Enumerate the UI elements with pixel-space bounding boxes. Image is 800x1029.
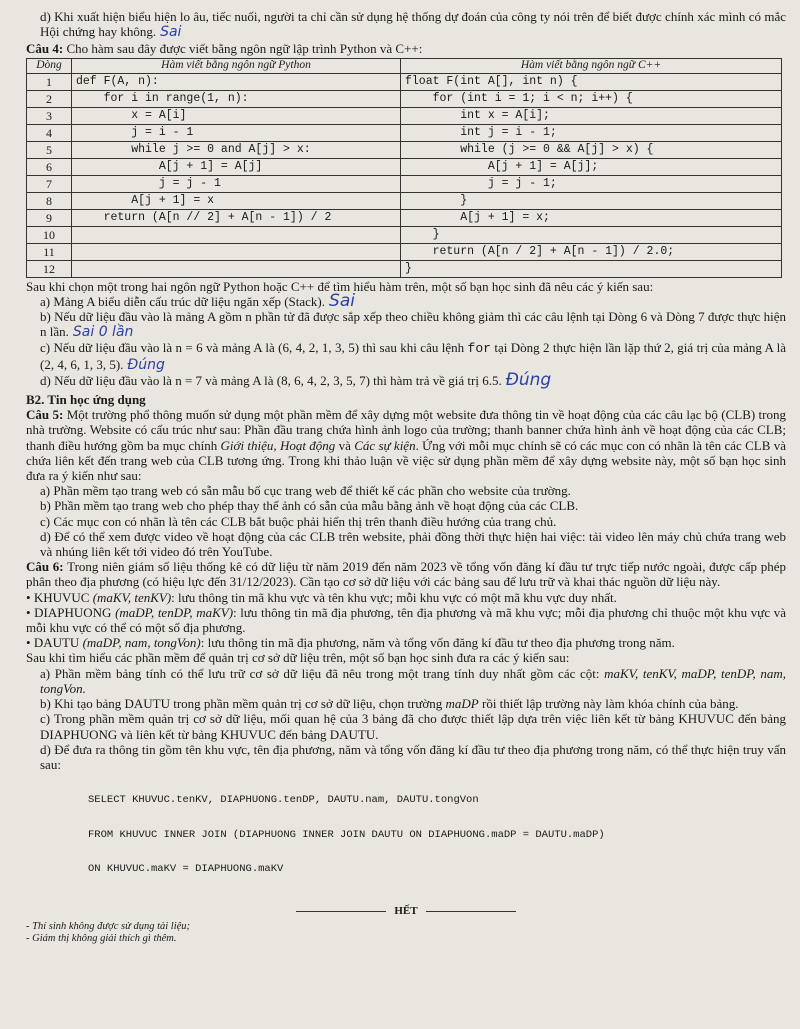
q6-option-a-text: a) Phần mềm bảng tính có thể lưu trữ cơ sở dữ liệu đã nêu trong một trang tính duy nhất gồm các cột: xyxy=(40,665,605,681)
python-code-line: x = A[i] xyxy=(72,107,401,124)
q5-option-a: a) Phần mềm tạo trang web có sẵn mẫu bố cục trang web để thiết kế các phần cho website của trường. xyxy=(40,483,571,499)
cpp-code-line: int x = A[i]; xyxy=(401,107,782,124)
q6-t2-desc: : lưu thông tin mã địa phương, tên địa phương và mã khu vực; mỗi địa phương chỉ thuộc một khu vực và mỗi khu vực có thể có một số địa phương. xyxy=(26,604,786,636)
code-table-header xyxy=(27,58,782,73)
q5-option-d: d) Để có thể xem được video về hoạt động của các CLB trên website, phải đồng thời thực hiện hai việc: tải video lên máy chủ chứa trang web và nhúng liên kết tới video đó trên YouTube. xyxy=(40,528,786,560)
code-table xyxy=(26,58,782,278)
code-row xyxy=(27,124,782,141)
code-line-number: 7 xyxy=(27,175,72,192)
sql-line-1: SELECT KHUVUC.tenKV, DIAPHUONG.tenDP, DAUTU.nam, DAUTU.tongVon xyxy=(88,794,479,807)
q6-text xyxy=(26,559,786,589)
q6-t1-desc: : lưu thông tin mã khu vực và tên khu vực; mỗi khu vực có một mã khu vực duy nhất. xyxy=(171,589,617,605)
q4-c-mark: Đúng xyxy=(127,356,165,373)
python-code-line: A[j + 1] = A[j] xyxy=(72,158,401,175)
code-row xyxy=(27,209,782,226)
python-code-line: j = i - 1 xyxy=(72,124,401,141)
q4-option-c-text2: tại Dòng 2 thực hiện lần lặp thứ 2, giá trị của mảng A là (2, 4, 6, 1, 3, 5). xyxy=(40,340,786,372)
cpp-code-line: } xyxy=(401,260,782,277)
cpp-code-line: float F(int A[], int n) { xyxy=(401,73,782,90)
code-row xyxy=(27,107,782,124)
end-divider-left xyxy=(296,911,386,912)
q6-table-diaphuong xyxy=(26,605,786,635)
code-line-number: 1 xyxy=(27,73,72,90)
q6-option-a xyxy=(26,666,786,696)
q6-option-b-text1: b) Khi tạo bảng DAUTU trong phần mềm quản trị cơ sở dữ liệu, chọn trường xyxy=(40,696,446,712)
section-b2-heading: B2. Tin học ứng dụng xyxy=(26,392,146,408)
code-row xyxy=(27,175,782,192)
q6-option-b-text2: rồi thiết lập trường này làm khóa chính của bảng. xyxy=(478,696,739,712)
cpp-code-line: A[j + 1] = A[j]; xyxy=(401,158,782,175)
q4-option-b xyxy=(26,309,786,340)
q4-d-mark: Đúng xyxy=(505,369,552,390)
q6-option-a-italic: maKV, tenKV, maDP, tenDP, nam, tongVon. xyxy=(40,665,787,696)
python-code-line: j = j - 1 xyxy=(72,175,401,192)
python-code-line: A[j + 1] = x xyxy=(72,192,401,209)
q5-text3: . Ứng với mỗi mục chính sẽ có các mục con có nhãn là tên các CLB và chứa liên kết đến trang web của CLB tương ứng. Trong khi thảo luận về việc sử dụng phần mềm để xây dựng website này, một số bạn học sinh đưa ra ý kiến như sau: xyxy=(26,437,786,484)
header-line: Dòng xyxy=(27,58,72,73)
code-line-number: 3 xyxy=(27,107,72,124)
q4-after: Sau khi chọn một trong hai ngôn ngữ Python hoặc C++ để tìm hiểu hàm trên, một số bạn học sinh đã nêu các ý kiến sau: xyxy=(26,278,654,294)
q4-option-d-text: d) Nếu dữ liệu đầu vào là n = 7 và mảng A là (8, 6, 4, 2, 3, 5, 7) thì hàm trả về giá trị 6.5. xyxy=(40,372,502,388)
q5-option-b: b) Phần mềm tạo trang web cho phép thay thế ảnh có sẵn của mẫu bằng ảnh về hoạt động của các CLB. xyxy=(40,498,579,514)
q4-option-d xyxy=(26,369,786,390)
q6-t1-fields: (maKV, tenKV) xyxy=(92,589,172,605)
code-line-number: 10 xyxy=(27,226,72,243)
q6-option-d: d) Để đưa ra thông tin gồm tên khu vực, tên địa phương, năm và tổng vốn đăng kí đầu tư theo địa phương trong năm, có thể thực hiện truy vấn sau: xyxy=(40,741,786,772)
q5-text2: và xyxy=(335,437,355,453)
q4-option-c xyxy=(26,340,786,372)
code-line-number: 11 xyxy=(27,243,72,260)
cpp-code-line: while (j >= 0 && A[j] > x) { xyxy=(401,141,782,158)
q6-option-c: c) Trong phần mềm quản trị cơ sở dữ liệu, mối quan hệ của 3 bảng đã cho được thiết lập dựa trên việc liên kết từ bảng KHUVUC đến bảng DIAPHUONG và liên kết từ bảng KHUVUC đến bảng DAUTU. xyxy=(40,711,786,742)
q6-option-b xyxy=(26,696,786,711)
python-code-line xyxy=(72,226,401,243)
code-row xyxy=(27,260,782,277)
python-code-line xyxy=(72,243,401,260)
q5-option-c: c) Các mục con có nhãn là tên các CLB bắt buộc phải hiển thị trên thanh điều hướng của trang chủ. xyxy=(40,513,557,529)
sql-line-2: FROM KHUVUC INNER JOIN (DIAPHUONG INNER JOIN DAUTU ON DIAPHUONG.maDP = DAUTU.maDP) xyxy=(88,828,605,841)
header-cpp: Hàm viết bằng ngôn ngữ C++ xyxy=(401,58,782,73)
end-text: HẾT xyxy=(394,904,418,917)
header-python: Hàm viết bằng ngôn ngữ Python xyxy=(72,58,401,73)
cpp-code-line: int j = i - 1; xyxy=(401,124,782,141)
q6-t3-fields: (maDP, nam, tongVon) xyxy=(82,635,201,651)
sql-query xyxy=(26,772,786,899)
q4-option-a-text: a) Mảng A biểu diễn cấu trúc dữ liệu ngăn xếp (Stack). xyxy=(40,293,326,309)
sql-line-3: ON KHUVUC.maKV = DIAPHUONG.maKV xyxy=(88,863,284,876)
code-row xyxy=(27,243,782,260)
q6-after: Sau khi tìm hiểu các phần mềm để quản trị cơ sở dữ liệu trên, một số bạn học sinh đưa ra các ý kiến sau: xyxy=(26,650,570,666)
q3d-paragraph xyxy=(26,0,786,40)
cpp-code-line: A[j + 1] = x; xyxy=(401,209,782,226)
python-code-line: for i in range(1, n): xyxy=(72,90,401,107)
q3d-handwritten-mark: Sai xyxy=(160,24,182,41)
q4-option-a xyxy=(26,290,786,311)
q5-text xyxy=(26,407,786,483)
code-line-number: 4 xyxy=(27,124,72,141)
q5-text1: Một trường phổ thông muốn sử dụng một phần mềm để xây dựng một website đưa thông tin về hoạt động của các câu lạc bộ (CLB) trong nhà trường. Website có cấu trúc như sau: Phần đầu trang chứa hình ảnh logo của trường; thanh banner chứa hình ảnh về hoạt động của các CLB; thanh điều hướng gồm ba mục chính xyxy=(26,407,787,453)
q6-table-khuvuc xyxy=(26,590,786,605)
q6-t1-name: KHUVUC xyxy=(33,589,90,605)
q6-label: Câu 6: xyxy=(26,559,64,575)
q6-t2-fields: (maDP, tenDP, maKV) xyxy=(115,604,234,620)
q6-text-body: Trong niên giám số liệu thống kê có dữ liệu từ năm 2019 đến năm 2023 về tổng vốn đăng kí đầu tư trực tiếp nước ngoài, được cấp phép phân theo địa phương (có hiệu lực đến 31/12/2023). Cần tạo cơ sở dữ liệu với các bảng sau để lưu trữ và khai thác nguồn dữ liệu này. xyxy=(26,559,787,590)
code-line-number: 6 xyxy=(27,158,72,175)
q5-italic2: Các sự kiện xyxy=(354,437,416,453)
cpp-code-line: j = j - 1; xyxy=(401,175,782,192)
q5-italic1: Giới thiệu, Hoạt động xyxy=(220,437,336,453)
q4-option-c-code: for xyxy=(467,341,491,357)
code-row xyxy=(27,192,782,209)
end-marker xyxy=(26,905,786,917)
code-table-body xyxy=(27,73,782,277)
code-row xyxy=(27,226,782,243)
q5-label: Câu 5: xyxy=(26,407,64,423)
footer-notes xyxy=(26,921,786,945)
code-row xyxy=(27,73,782,90)
q4-option-b-text: b) Nếu dữ liệu đầu vào là mảng A gồm n phần tử đã được sắp xếp theo chiều không giảm thì các câu lệnh tại Dòng 6 và Dòng 7 được thực hiện n lần. xyxy=(40,309,786,340)
q6-t2-name: DIAPHUONG xyxy=(34,604,112,620)
end-divider-right xyxy=(426,911,516,912)
python-code-line xyxy=(72,260,401,277)
code-row xyxy=(27,158,782,175)
code-line-number: 9 xyxy=(27,209,72,226)
q4-option-c-text1: c) Nếu dữ liệu đầu vào là n = 6 và mảng A là (6, 4, 2, 1, 3, 5) thì sau khi câu lệnh xyxy=(40,340,468,356)
python-code-line: while j >= 0 and A[j] > x: xyxy=(72,141,401,158)
q3d-text: d) Khi xuất hiện biểu hiện lo âu, tiếc nuối, người ta chỉ cần sử dụng hệ thống dự đoán của công ty nói trên để biết được chính xác mình có mắc Hội chứng hay không. xyxy=(40,9,786,40)
footer-note-2: - Giám thị không giải thích gì thêm. xyxy=(26,932,177,944)
code-line-number: 5 xyxy=(27,141,72,158)
q4-intro-text: Cho hàm sau đây được viết bằng ngôn ngữ lập trình Python và C++: xyxy=(66,41,423,57)
q6-option-b-italic: maDP xyxy=(445,696,479,712)
code-line-number: 8 xyxy=(27,192,72,209)
q6-t3-desc: : lưu thông tin mã địa phương, năm và tổng vốn đăng kí đầu tư theo địa phương trong năm. xyxy=(200,635,675,651)
code-line-number: 12 xyxy=(27,260,72,277)
code-row xyxy=(27,90,782,107)
q6-t3-name: DAUTU xyxy=(33,635,80,651)
q4-a-mark: Sai xyxy=(329,290,355,311)
footer-note-1: - Thí sinh không được sử dụng tài liệu; xyxy=(26,920,191,932)
cpp-code-line: for (int i = 1; i < n; i++) { xyxy=(401,90,782,107)
q4-label: Câu 4: xyxy=(26,41,64,57)
python-code-line: def F(A, n): xyxy=(72,73,401,90)
cpp-code-line: } xyxy=(401,226,782,243)
cpp-code-line: return (A[n / 2] + A[n - 1]) / 2.0; xyxy=(401,243,782,260)
q4-intro xyxy=(26,41,786,56)
code-row xyxy=(27,141,782,158)
q6-table-dautu xyxy=(26,635,786,650)
code-line-number: 2 xyxy=(27,90,72,107)
q4-b-mark: Sai 0 lần xyxy=(72,324,134,341)
cpp-code-line: } xyxy=(401,192,782,209)
python-code-line: return (A[n // 2] + A[n - 1]) / 2 xyxy=(72,209,401,226)
